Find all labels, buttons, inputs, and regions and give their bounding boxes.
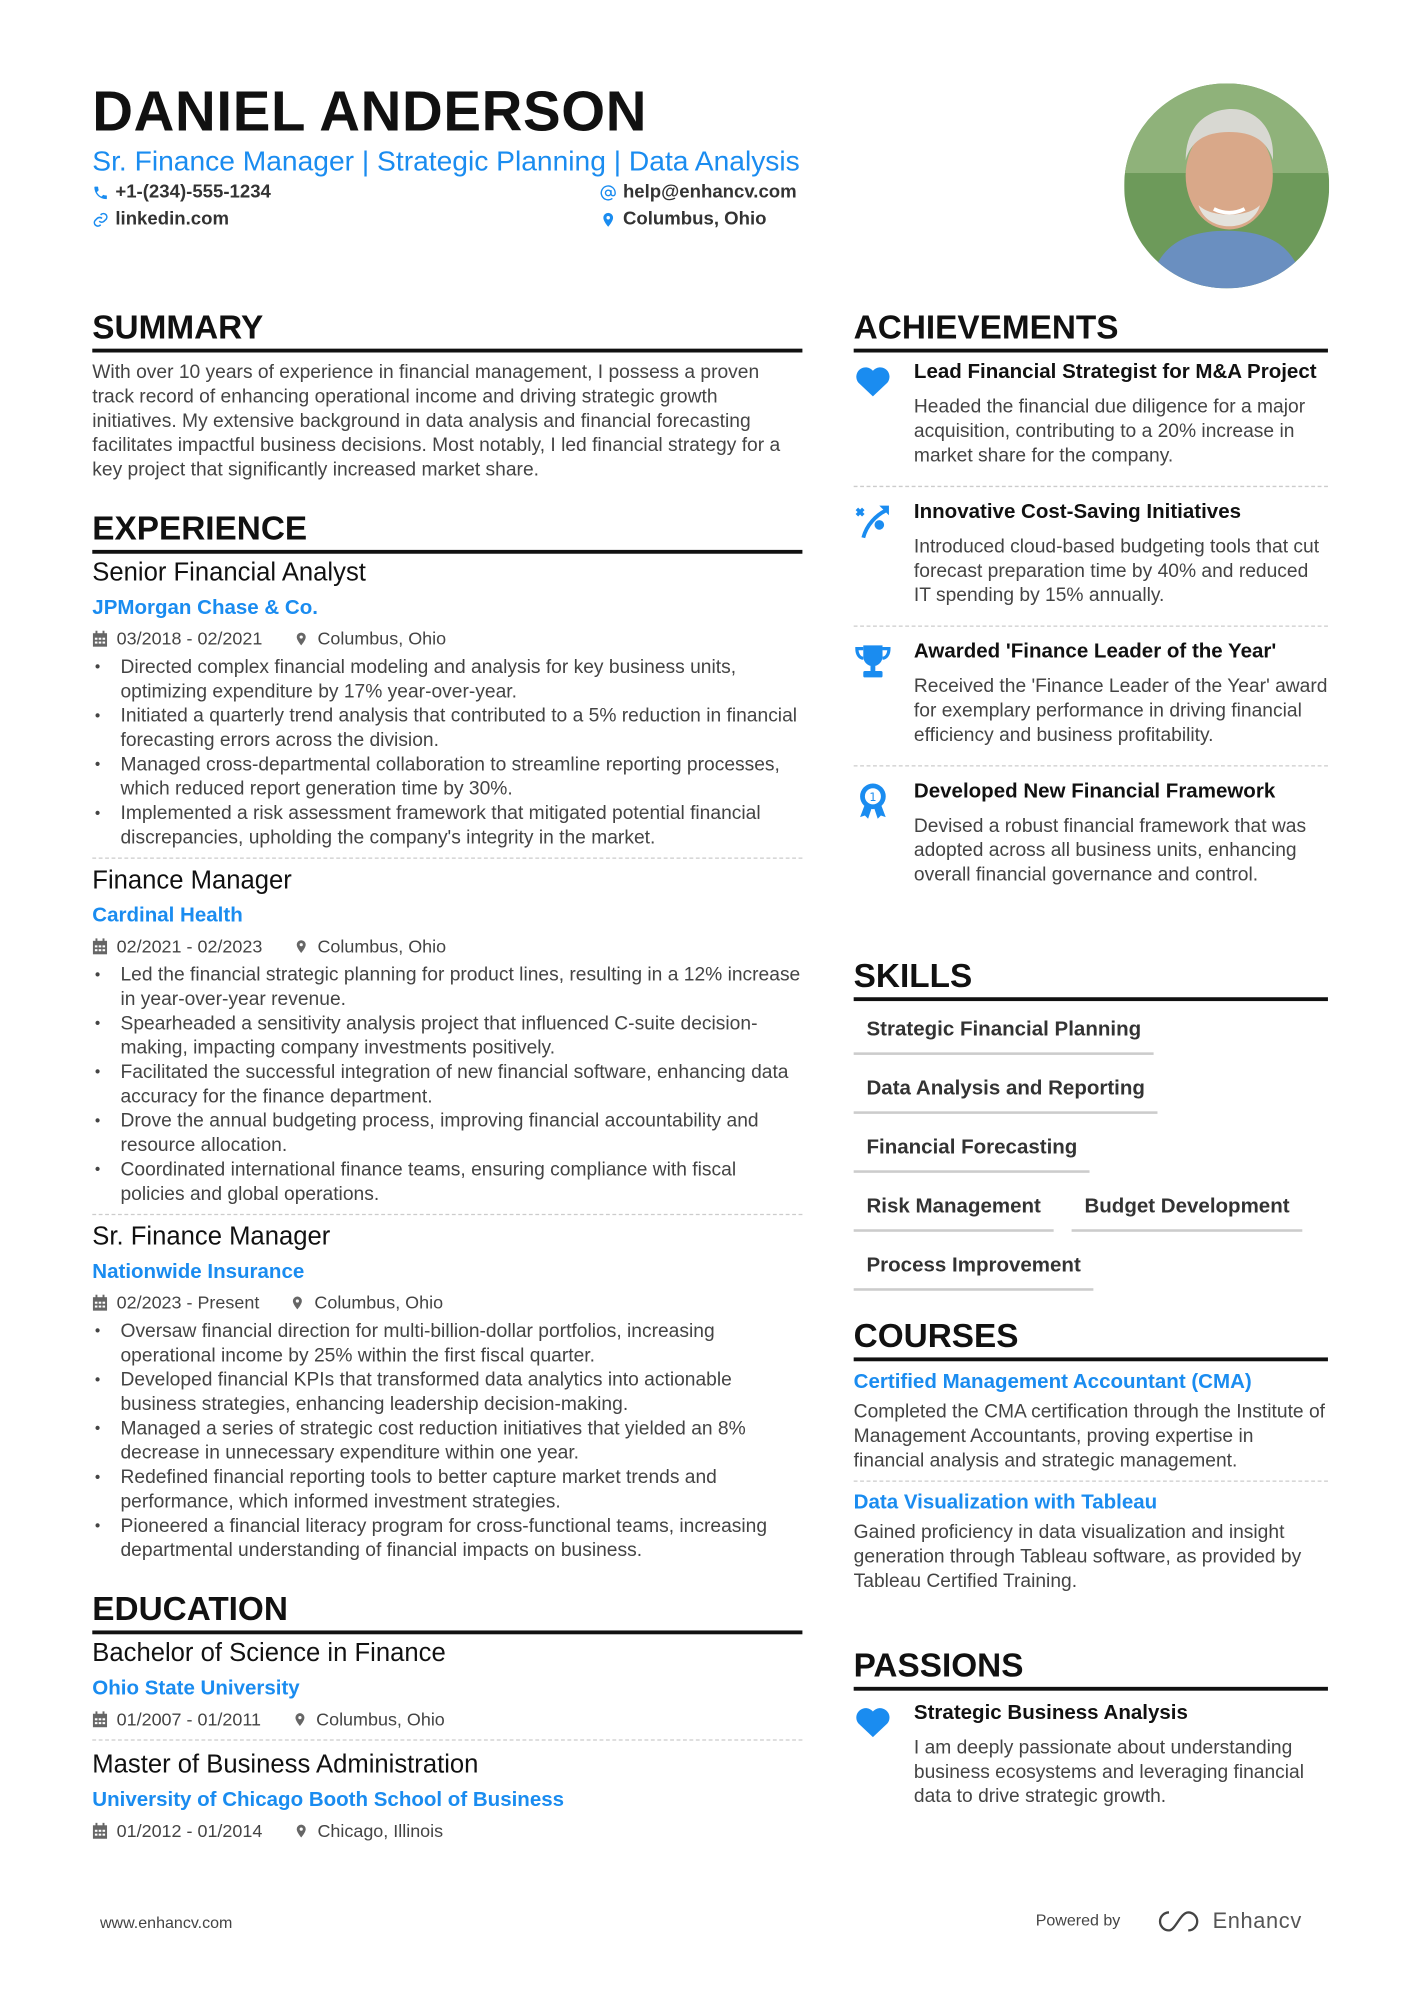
bullet-item: • Pioneered a financial literacy program for cross-functional teams, increasing departmental understanding of financial impacts on business. (92, 1514, 802, 1563)
achievement-desc: Introduced cloud-based budgeting tools that cut forecast preparation time by 40% and reduced IT spending by 15% annually. (913, 535, 1320, 607)
skill-tag: Financial Forecasting (854, 1134, 1090, 1172)
entry-location (293, 933, 446, 959)
company-name: Cardinal Health (92, 904, 243, 927)
achievement-icon-wrap (854, 779, 914, 887)
location-pin-icon (290, 1294, 305, 1311)
entry-dates: 01/2007 - 01/2011 (116, 1708, 262, 1730)
experience-section (92, 509, 802, 1563)
entry-location-text: Columbus, Ohio (317, 628, 447, 649)
job-bullets (92, 1319, 802, 1563)
entry-location (290, 1289, 443, 1315)
entry-dates: 02/2021 - 02/2023 (116, 935, 263, 957)
contact-phone (92, 179, 271, 205)
divider (92, 858, 802, 859)
achievement-desc: Devised a robust financial framework that was adopted across all business units, enhancing overall financial governance and control. (913, 815, 1307, 886)
passions-heading: PASSIONS (854, 1646, 1328, 1691)
entry-meta (92, 1818, 802, 1844)
entry-location-text: Columbus, Ohio (317, 935, 447, 957)
experience-heading: EXPERIENCE (92, 509, 802, 554)
calendar-icon (92, 1711, 107, 1728)
job-title: Finance Manager (92, 866, 292, 895)
heart-icon (854, 1704, 892, 1742)
achievements-heading: ACHIEVEMENTS (854, 308, 1328, 353)
bullet-item: • Managed a series of strategic cost reduction initiatives that yielded an 8% decrease in unnecessary expenditure within one year. (92, 1416, 802, 1465)
calendar-icon (92, 1822, 107, 1839)
course-desc: Completed the CMA certification through the Institute of Management Accountants, proving expertise in financial analysis and strategic management. (853, 1401, 1326, 1472)
trophy-icon (854, 642, 892, 680)
bullet-item: • Implemented a risk assessment framework that mitigated potential financial discrepancies, upholding the company's integrity in the market. (92, 801, 802, 850)
enhancv-logo[interactable] (1154, 1907, 1302, 1935)
achievement-text (914, 640, 1328, 748)
entry-meta (92, 1289, 802, 1315)
course-desc: Gained proficiency in data visualization and insight generation through Tableau software, as provided by Tableau Certified Training. (853, 1521, 1302, 1592)
job-bullets (92, 655, 802, 850)
enhancv-brand: Enhancv (1212, 1908, 1302, 1933)
skill-tag: Risk Management (854, 1193, 1054, 1231)
bullet-item: • Redefined financial reporting tools to better capture market trends and performance, which informed investment strategies. (92, 1465, 802, 1514)
passion-icon-wrap (854, 1701, 914, 1809)
profile-photo (1124, 83, 1329, 288)
passion-item (854, 1701, 1328, 1809)
achievement-text (914, 779, 1328, 887)
education-section (92, 1589, 802, 1843)
calendar-icon (92, 1294, 107, 1311)
skill-tag: Process Improvement (854, 1252, 1094, 1290)
course-title: Data Visualization with Tableau (853, 1492, 1158, 1514)
summary-heading: SUMMARY (92, 308, 802, 353)
company-name: JPMorgan Chase & Co. (92, 597, 318, 620)
achievement-icon-wrap (854, 360, 914, 468)
bullet-item: • Directed complex financial modeling and analysis for key business units, optimizing expenditure by 17% year-over-year. (92, 655, 802, 704)
bullet-item: • Spearheaded a sensitivity analysis project that influenced C-suite decision-making, impacting company investments positively. (92, 1011, 802, 1060)
courses-section (854, 1316, 1328, 1593)
at-icon (600, 184, 617, 201)
bullet-item: • Coordinated international finance teams, ensuring compliance with fiscal policies and global operations. (92, 1157, 802, 1206)
skills-row (854, 1075, 1328, 1134)
achievement-icon-wrap (854, 640, 914, 748)
medal-icon (854, 782, 892, 820)
school-name: University of Chicago Booth School of Business (92, 1789, 565, 1812)
achievement-title: Lead Financial Strategist for M&A Project (913, 361, 1317, 384)
enhancv-logo-icon (1154, 1907, 1203, 1935)
heart-icon (854, 363, 892, 401)
entry-location-text: Columbus, Ohio (314, 1292, 444, 1313)
degree-title: Master of Business Administration (92, 1750, 479, 1780)
bullet-item: • Developed financial KPIs that transformed data analytics into actionable business strategies, enhancing leadership decision-making. (92, 1368, 802, 1417)
location-pin-icon (293, 938, 308, 955)
phone-icon (92, 184, 109, 201)
achievement-item (854, 500, 1328, 608)
footer-website[interactable]: www.enhancv.com (99, 1913, 233, 1932)
bullet-item: • Led the financial strategic planning for product lines, resulting in a 12% increase in year-over-year revenue. (92, 963, 802, 1012)
location-text: Columbus, Ohio (622, 208, 767, 230)
summary-section (92, 308, 802, 482)
achievement-item (854, 360, 1328, 468)
passion-desc: I am deeply passionate about understanding business ecosystems and leveraging financial data to drive strategic growth. (913, 1736, 1305, 1808)
job-title: Sr. Finance Manager (92, 1222, 331, 1252)
location-pin-icon (293, 630, 308, 647)
entry-meta (92, 933, 802, 959)
skills-row (854, 1252, 1328, 1311)
skills-section (854, 956, 1328, 1311)
link-text: linkedin.com (115, 208, 229, 230)
achievement-icon-wrap (854, 500, 914, 608)
entry-dates: 01/2012 - 01/2014 (116, 1820, 263, 1841)
calendar-icon (92, 938, 107, 955)
skills-heading: SKILLS (854, 956, 1328, 1001)
achievement-desc: Headed the financial due diligence for a major acquisition, contributing to a 20% increase in market share for the company. (913, 396, 1306, 467)
passions-section (854, 1646, 1328, 1809)
svg-text:1: 1 (869, 791, 877, 805)
bullet-item: • Facilitated the successful integration of new financial software, enhancing data accuracy for the finance department. (92, 1060, 802, 1109)
footer-powered-by: Powered by (1035, 1911, 1121, 1930)
entry-location (293, 626, 446, 652)
entry-location (293, 1818, 443, 1844)
location-pin-icon (292, 1711, 307, 1728)
courses-heading: COURSES (854, 1316, 1328, 1361)
skills-row (854, 1134, 1328, 1193)
achievement-item (854, 640, 1328, 748)
candidate-title: Sr. Finance Manager | Strategic Planning | Data Analysis (92, 144, 800, 177)
strategy-icon (854, 502, 892, 540)
skill-tag: Budget Development (1072, 1193, 1303, 1231)
email-text: help@enhancv.com (622, 182, 797, 203)
job-entry (92, 858, 802, 1207)
entry-meta (92, 626, 802, 652)
summary-text: With over 10 years of experience in financial management, I possess a proven track record of enhancing operational income and driving strategic growth initiatives. My extensive background in data analysis and financial forecasting facilitates impactful business decisions. Most notably, I led financial strategy for a key project that significantly increased market share. (92, 361, 781, 481)
contact-location (600, 206, 767, 232)
bullet-item: • Initiated a quarterly trend analysis that contributed to a 5% reduction in financial forecasting errors across the division. (92, 704, 802, 753)
achievement-text (914, 500, 1328, 608)
company-name: Nationwide Insurance (92, 1261, 305, 1284)
location-pin-icon (293, 1822, 308, 1839)
achievements-section (854, 308, 1328, 887)
job-bullets (92, 963, 802, 1207)
job-title: Senior Financial Analyst (92, 558, 366, 588)
divider (92, 1214, 802, 1215)
contact-email[interactable] (600, 179, 797, 205)
school-name: Ohio State University (92, 1677, 300, 1700)
achievement-text (914, 360, 1328, 468)
location-pin-icon (600, 211, 617, 228)
phone-text: +1-(234)-555-1234 (115, 182, 271, 203)
course-title: Certified Management Accountant (CMA) (853, 1371, 1252, 1394)
job-entry (92, 558, 802, 850)
passion-title: Strategic Business Analysis (913, 1702, 1188, 1725)
skill-tag: Strategic Financial Planning (854, 1016, 1154, 1054)
skill-tag: Data Analysis and Reporting (854, 1075, 1158, 1113)
skills-row (854, 1193, 1328, 1252)
link-icon (92, 211, 109, 228)
degree-title: Bachelor of Science in Finance (92, 1639, 446, 1668)
achievement-desc: Received the 'Finance Leader of the Year' award for exemplary performance in driving financial efficiency and business profitability. (913, 675, 1328, 747)
bullet-item: • Oversaw financial direction for multi-billion-dollar portfolios, increasing operational income by 25% within the first fiscal quarter. (92, 1319, 802, 1368)
achievement-title: Awarded 'Finance Leader of the Year' (913, 640, 1277, 663)
entry-meta (92, 1706, 802, 1732)
skills-row (854, 1016, 1328, 1075)
entry-location-text: Chicago, Illinois (317, 1820, 444, 1841)
job-entry (92, 1214, 802, 1563)
passion-text (914, 1701, 1328, 1809)
education-entry (92, 1739, 802, 1843)
divider (854, 1480, 1328, 1481)
entry-location-text: Columbus, Ohio (316, 1708, 445, 1730)
contact-link[interactable] (92, 206, 229, 232)
education-heading: EDUCATION (92, 1589, 802, 1634)
bullet-item: • Managed cross-departmental collaboration to streamline reporting processes, which reduced report generation time by 30%. (92, 752, 802, 801)
entry-dates: 02/2023 - Present (116, 1292, 260, 1313)
achievement-title: Developed New Financial Framework (913, 780, 1276, 803)
bullet-item: • Drove the annual budgeting process, improving financial accountability and resource allocation. (92, 1109, 802, 1158)
education-entry (92, 1638, 802, 1732)
achievement-item (854, 779, 1328, 887)
candidate-name: DANIEL ANDERSON (92, 80, 648, 144)
divider (854, 626, 1328, 627)
calendar-icon (92, 630, 107, 647)
divider (92, 1739, 802, 1740)
divider (854, 486, 1328, 487)
achievement-title: Innovative Cost-Saving Initiatives (913, 501, 1242, 523)
divider (854, 765, 1328, 766)
entry-dates: 03/2018 - 02/2021 (116, 628, 263, 649)
entry-location (292, 1706, 445, 1732)
